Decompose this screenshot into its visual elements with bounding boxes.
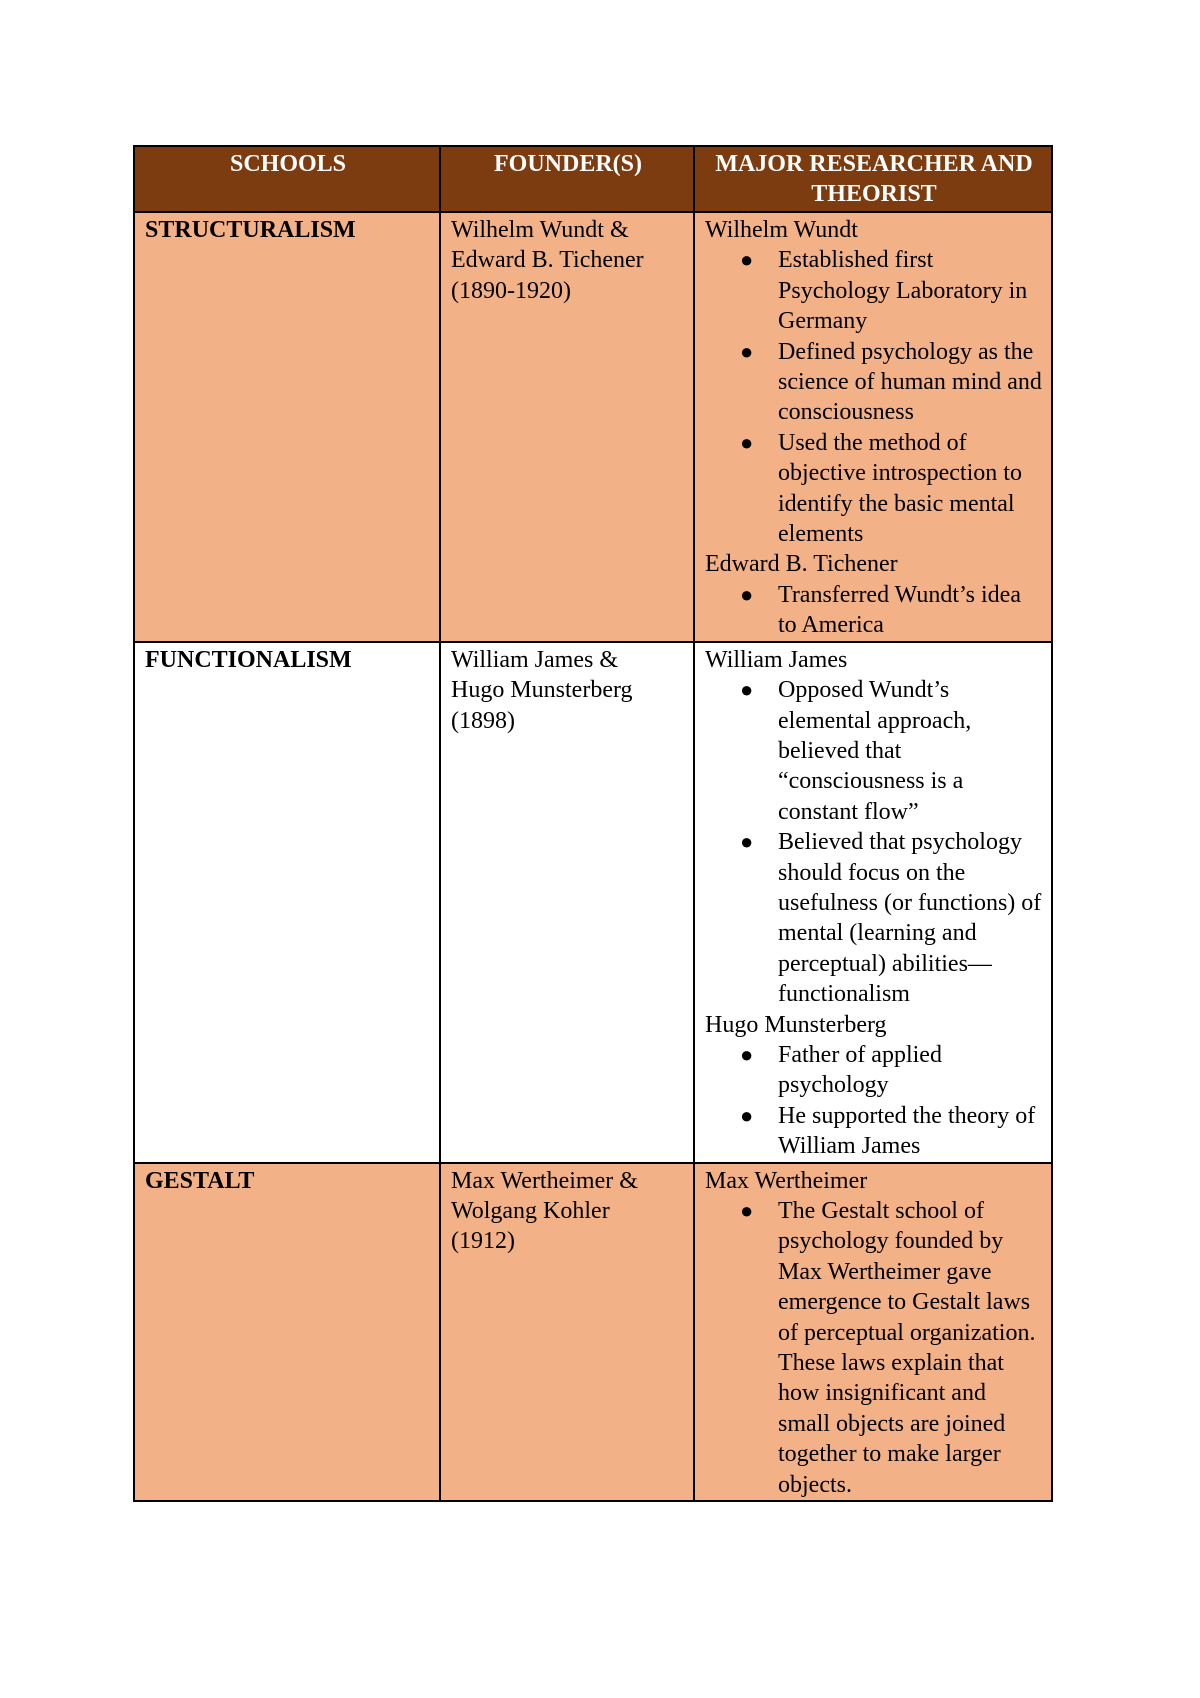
founders-cell (440, 642, 694, 1163)
bullet-icon: ● (740, 247, 754, 273)
header-major-researcher: MAJOR RESEARCHER AND THEORIST (694, 146, 1052, 212)
list-item (740, 675, 1043, 827)
table-row-gestalt (134, 1163, 1052, 1501)
bullet-icon: ● (740, 338, 754, 364)
point-text: Father of applied psychology (778, 1041, 942, 1099)
school-cell (134, 1163, 440, 1501)
bullet-icon: ● (740, 677, 754, 703)
founder-line: Wilhelm Wundt & (451, 217, 629, 243)
founders-cell (440, 1163, 694, 1501)
table-row-structuralism (134, 212, 1052, 642)
list-item (740, 827, 1043, 1009)
founder-line: Edward B. Tichener (451, 247, 644, 274)
table-header-row (134, 146, 1052, 212)
point-text: Transferred Wundt’s idea to America (778, 581, 1021, 639)
point-text: Used the method of objective introspection to identify the basic mental elements (778, 429, 1022, 548)
list-item (740, 428, 1043, 550)
bullet-icon: ● (740, 429, 754, 455)
list-item (740, 1101, 1043, 1162)
header-founders: FOUNDER(S) (440, 146, 694, 212)
point-text: Opposed Wundt’s elemental approach, believed that “consciousness is a constant flow” (778, 677, 972, 825)
researcher-points (705, 675, 1043, 1009)
school-name: STRUCTURALISM (145, 217, 356, 243)
school-name: GESTALT (145, 1167, 255, 1194)
school-cell (134, 212, 440, 642)
list-item (740, 245, 1043, 336)
researcher-name: Max Wertheimer (705, 1167, 868, 1194)
bullet-icon: ● (740, 829, 754, 855)
founder-line: Max Wertheimer & (451, 1167, 638, 1194)
point-text: Defined psychology as the science of human mind and consciousness (778, 338, 1042, 426)
table-row-functionalism (134, 642, 1052, 1163)
researcher-points (705, 1196, 1043, 1500)
bullet-icon: ● (740, 1198, 754, 1223)
founders-cell (440, 212, 694, 642)
researcher-points (705, 1040, 1043, 1162)
researcher-name: Hugo Munsterberg (705, 1011, 887, 1038)
school-cell (134, 642, 440, 1163)
founder-line: William James & (451, 646, 619, 673)
bullet-icon: ● (740, 1041, 754, 1067)
bullet-icon: ● (740, 581, 754, 607)
researchers-cell (694, 212, 1052, 642)
point-text: He supported the theory of William James (778, 1102, 1036, 1160)
researcher-name: William James (705, 646, 848, 673)
founder-years: (1912) (451, 1228, 515, 1255)
list-item (740, 580, 1043, 641)
founder-line: Wolgang Kohler (451, 1198, 610, 1224)
bullet-icon: ● (740, 1102, 754, 1128)
school-name: FUNCTIONALISM (145, 646, 352, 673)
founder-line: Hugo Munsterberg (451, 677, 633, 704)
point-text: Believed that psychology should focus on the usefulness (or functions) of mental (learning and perceptual) abilities—functionalism (778, 829, 1042, 1008)
researcher-points (705, 245, 1043, 549)
schools-table (133, 145, 1053, 1502)
list-item (740, 337, 1043, 428)
list-item (740, 1196, 1043, 1500)
point-text: The Gestalt school of psychology founded by Max Wertheimer gave emergence to Gestalt laws of perceptual organization. These laws explain that how insignificant and small objects are joined together to make larger objects. (778, 1198, 1036, 1498)
point-text: Established first Psychology Laboratory in Germany (778, 247, 1028, 335)
founder-years: (1898) (451, 707, 515, 734)
founder-years: (1890-1920) (451, 277, 571, 304)
header-schools: SCHOOLS (134, 146, 440, 212)
researchers-cell (694, 642, 1052, 1163)
list-item (740, 1040, 1043, 1101)
researcher-points (705, 580, 1043, 641)
researcher-name: Edward B. Tichener (705, 551, 898, 578)
researcher-name: Wilhelm Wundt (705, 217, 858, 243)
researchers-cell (694, 1163, 1052, 1501)
